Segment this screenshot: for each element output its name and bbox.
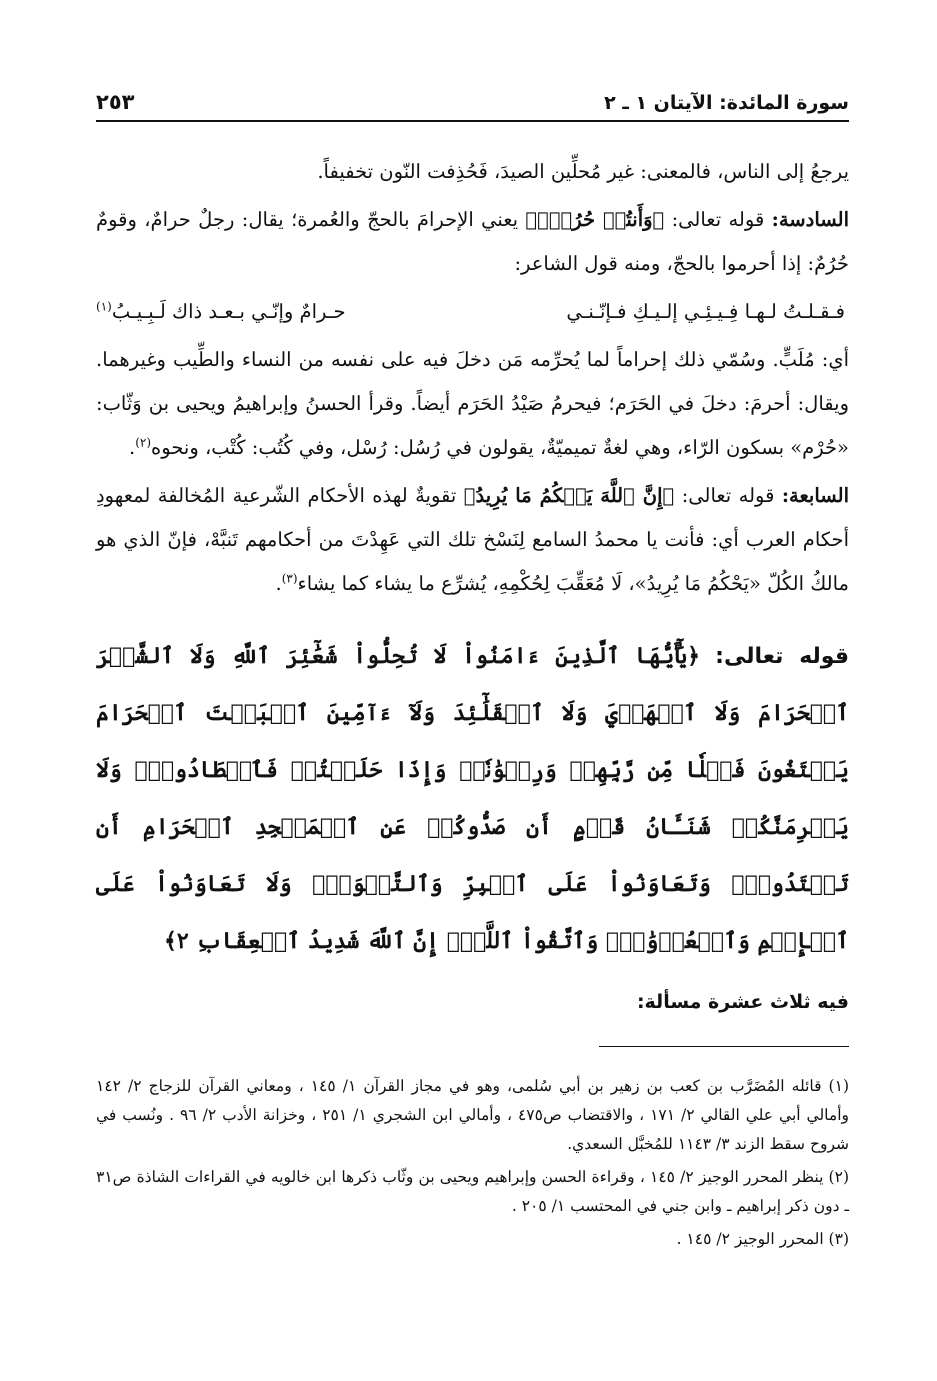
chapter-title: سورة المائدة: الآيتان ١ ـ ٢: [604, 92, 849, 114]
paragraph-text: قوله تعالى:: [681, 484, 775, 507]
paragraph-text: تقويةٌ لهذه الأحكام الشّرعية المُخالفة لمعهودِ أحكام العرب أي: فأنت يا محمدُ السامع لِنَسْخ تلك التي عَهِدْتَ من أحكامهم تَنبَّهْ، فإنّ الذي هو مالكُ الكُلّ «يَحْكُمُ مَا يُرِيدُ»، لَا مُعَقِّبَ لِحُكْمِهِ، يُشرِّع ما يشاء كما يشاء: [96, 484, 849, 595]
paragraph-text: يعني الإحرامَ بالحجّ والعُمرة؛ يقال: رجلٌ حرامٌ، وقومٌ حُرُمٌ: إذا أحرموا بالحجّ، ومنه قول الشاعر:: [96, 208, 849, 275]
poem-second-hemistich: [96, 290, 346, 334]
quran-verse: ﴿يَٰٓأَيُّهَا ٱلَّذِينَ ءَامَنُواْ لَا تُحِلُّواْ شَعَٰٓئِرَ ٱللَّهِ وَلَا ٱلشَّهۡرَ ٱلۡحَرَامَ وَلَا ٱلۡهَدۡيَ وَلَا ٱلۡقَلَٰٓئِدَ وَلَآ ءَآمِّينَ ٱلۡبَيۡتَ ٱلۡحَرَامَ يَبۡتَغُونَ فَضۡلٗا مِّن رَّبِّهِمۡ وَرِضۡوَٰنٗاۚ وَإِذَا حَلَلۡتُمۡ فَٱصۡطَادُواْۚ وَلَا يَجۡرِمَنَّكُمۡ شَنَـَٔانُ قَوۡمٍ أَن صَدُّوكُمۡ عَنِ ٱلۡمَسۡجِدِ ٱلۡحَرَامِ أَن تَعۡتَدُواْۘ وَتَعَاوَنُواْ عَلَى ٱلۡبِرِّ وَٱلتَّقۡوَىٰۖ وَلَا تَعَاوَنُواْ عَلَى ٱلۡإِثۡمِ وَٱلۡعُدۡوَٰنِۚ وَٱتَّقُواْ ٱللَّهَۖ إِنَّ ٱللَّهَ شَدِيدُ ٱلۡعِقَابِ ٢﴾: [96, 643, 849, 954]
quran-verse-block: [96, 628, 849, 970]
main-text: [96, 150, 849, 1024]
paragraph-text: أي: مُلَبٍّ. وسُمّي ذلك إحراماً لما يُحرِّمه مَن دخلَ فيه على نفسه من النساء والطِّيب وغيرهما. ويقال: أحرمَ: دخلَ في الحَرَم؛ فيحرمُ صَيْدُ الحَرَم أيضاً. وقرأ الحسنُ وإبراهيمُ ويحيى بن وَثّاب: «حُرْم» بسكون الرّاء، وهي لغةٌ تميميّةٌ، يقولون في رُسُل: رُسْل، وفي كُتُب: كُتْب، ونحوه: [96, 348, 849, 459]
issue-label-seventh: السابعة:: [781, 484, 850, 507]
footnote-1: (١) قائله المُضَرَّب بن كعب بن زهير بن أبي سُلمى، وهو في مجاز القرآن ١/ ١٤٥ ، ومعاني القرآن للزجاج ٢/ ١٤٢ وأمالي أبي علي القالي ٢/ ١٧١ ، والاقتضاب ص٤٧٥ ، وأمالي ابن الشجري ١/ ٢٥١ ، وخزانة الأدب ٢/ ٩٦ . ونُسب في شروح سقط الزند ٣/ ١١٤٣ للمُخبَّل السعدي.: [96, 1077, 849, 1153]
poem-second-hemistich-text: حـرامٌ وإنّـي بـعـد ذاك لَـبِـيـبُ: [111, 300, 346, 323]
footnote-ref-1[interactable]: (١): [96, 299, 112, 314]
paragraph-seventh-issue: السابعة: قوله تعالى: ﴿إِنَّ ٱللَّهَ يَحۡكُمُ مَا يُرِيدُ﴾ تقويةٌ لهذه الأحكام الشّرعية المُخالفة لمعهودِ أحكام العرب أي: فأنت يا محمدُ السامع لِنَسْخ تلك التي عَهِدْتَ من أحكامهم تَنبَّهْ، فإنّ الذي هو مالكُ الكُلّ «يَحْكُمُ مَا يُرِيدُ»، لَا مُعَقِّبَ لِحُكْمِهِ، يُشرِّع ما يشاء كما يشاء$^{(٣)}$.: [96, 484, 850, 595]
footnote-ref-2[interactable]: (٢): [135, 435, 152, 450]
issue-label-sixth: السادسة:: [771, 208, 850, 231]
paragraph-sixth-issue: [96, 198, 849, 286]
footnotes: [96, 1072, 849, 1258]
running-header: [96, 82, 849, 122]
paragraph-1: يرجعُ إلى الناس، فالمعنى: غير مُحلِّين الصيدَ، فَحُذِفت النّون تخفيفاً.: [317, 160, 849, 183]
quran-quote: ﴿وَأَنتُمۡ حُرُمٌۗ﴾: [525, 208, 665, 231]
page-number: ٢٥٣: [96, 90, 135, 114]
poem-verse: [96, 290, 849, 334]
paragraph-ihram: أي: مُلَبٍّ. وسُمّي ذلك إحراماً لما يُحرِّمه مَن دخلَ فيه على نفسه من النساء والطِّيب وغيرهما. ويقال: أحرمَ: دخلَ في الحَرَم؛ فيحرمُ صَيْدُ الحَرَم أيضاً. وقرأ الحسنُ وإبراهيمُ ويحيى بن وَثّاب: «حُرْم» بسكون الرّاء، وهي لغةٌ تميميّةٌ، يقولون في رُسُل: رُسْل، وفي كُتُب: كُتْب، ونحوه$^{(٢)}$.: [96, 348, 849, 459]
book-page: [96, 0, 849, 1381]
quran-quote: ﴿إِنَّ ٱللَّهَ يَحۡكُمُ مَا يُرِيدُ﴾: [463, 484, 675, 507]
issues-heading: فيه ثلاث عشرة مسألة:: [636, 991, 849, 1013]
poem-first-hemistich: فـقـلـتُ لـهـا فِـيـئِـي إلـيـكِ فـإنّـنـي: [566, 300, 845, 323]
verse-intro: قوله تعالى:: [715, 644, 849, 669]
paragraph-text: قوله تعالى:: [671, 208, 765, 231]
footnote-3: (٣) المحرر الوجيز ٢/ ١٤٥ .: [676, 1230, 849, 1248]
footnote-2: (٢) ينظر المحرر الوجيز ٢/ ١٤٥ ، وقراءة الحسن وإبراهيم ويحيى بن وثّاب ذكرها ابن خالويه في القراءات الشاذة ص٣١ ـ دون ذكر إبراهيم ـ وابن جني في المحتسب ١/ ٢٠٥ .: [96, 1168, 849, 1215]
footnote-divider: [599, 1046, 849, 1047]
footnote-ref-3[interactable]: (٣): [281, 571, 298, 586]
